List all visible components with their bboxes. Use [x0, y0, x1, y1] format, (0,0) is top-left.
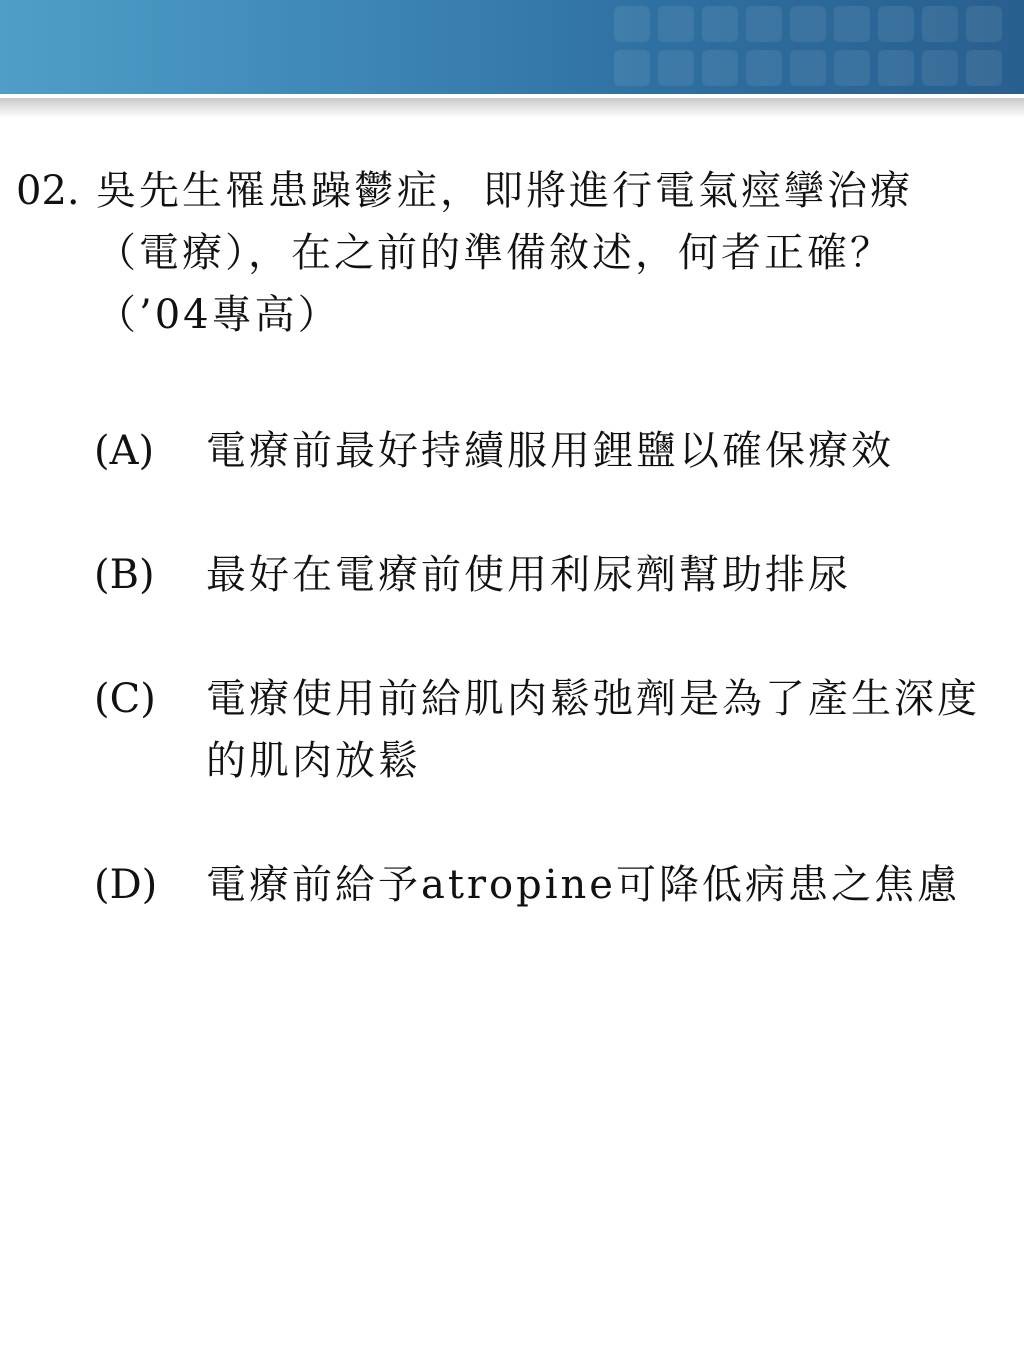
banner-shadow	[0, 98, 1024, 118]
option-text: 電療前給予atropine可降低病患之焦慮	[206, 862, 960, 908]
option-label: (D)	[94, 862, 158, 908]
option-d	[94, 854, 1004, 916]
option-label: (C)	[94, 676, 156, 722]
question-text: 吳先生罹患躁鬱症，即將進行電氣痙攣治療（電療），在之前的準備敘述，何者正確？（’04專高）	[96, 168, 913, 338]
option-b	[94, 544, 1004, 606]
question-number: 02.	[16, 168, 80, 214]
header-banner	[0, 0, 1024, 94]
option-text: 電療使用前給肌肉鬆弛劑是為了產生深度的肌肉放鬆	[206, 676, 980, 784]
option-a	[94, 420, 1004, 482]
option-label: (A)	[94, 428, 155, 474]
options-list	[94, 420, 1004, 978]
option-text: 電療前最好持續服用鋰鹽以確保療效	[206, 428, 894, 474]
option-text: 最好在電療前使用利尿劑幫助排尿	[206, 552, 851, 598]
option-c	[94, 668, 1004, 792]
banner-grid-pattern	[604, 0, 1024, 94]
option-label: (B)	[94, 552, 155, 598]
